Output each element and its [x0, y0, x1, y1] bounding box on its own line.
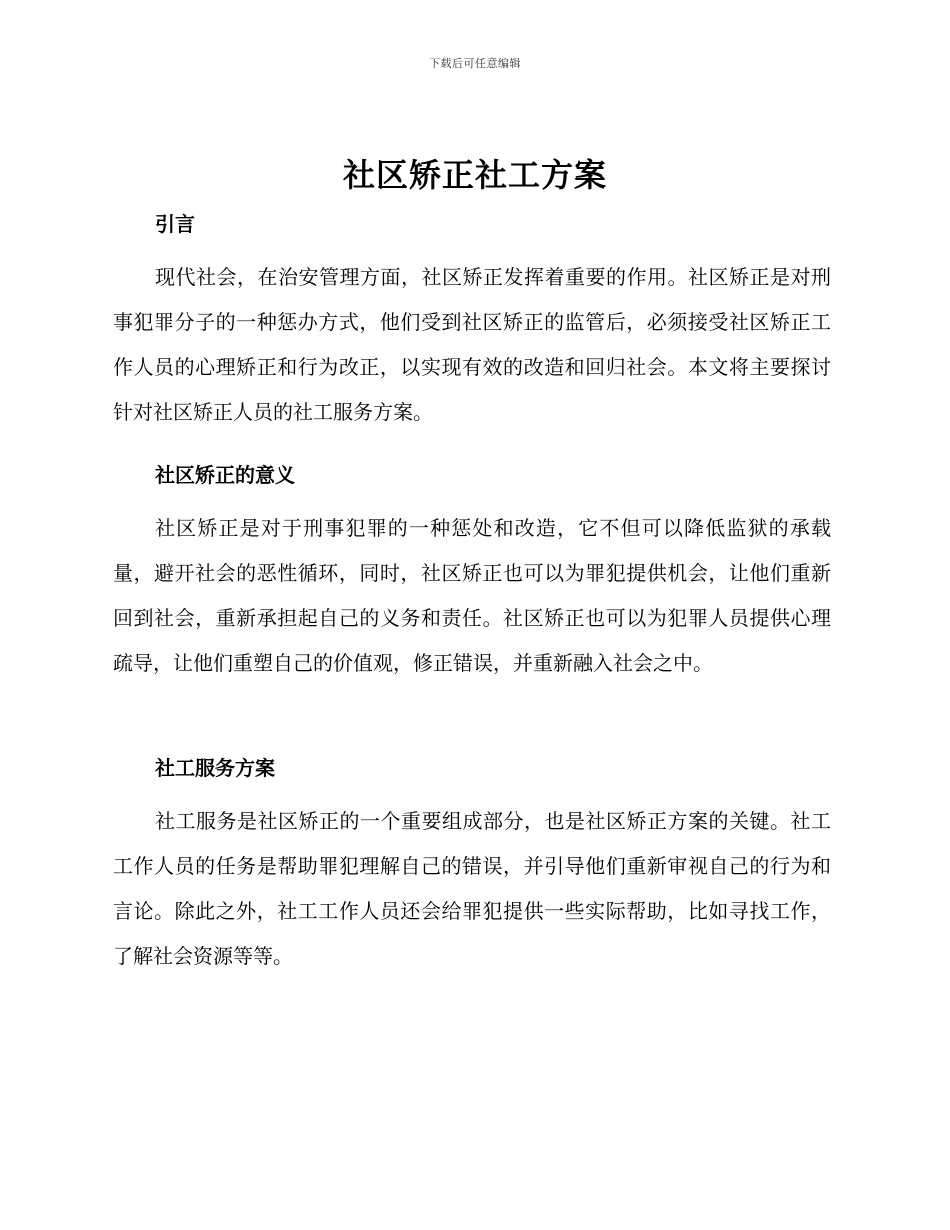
section-paragraph-introduction: 现代社会，在治安管理方面，社区矫正发挥着重要的作用。社区矫正是对刑事犯罪分子的一种惩办方式，他们受到社区矫正的监管后，必须接受社区矫正工作人员的心理矫正和行为改正，以实现有效的改造和回归社会。本文将主要探讨针对社区矫正人员的社工服务方案。 — [113, 265, 831, 424]
section-heading-significance: 社区矫正的意义 — [155, 463, 295, 487]
section-heading-introduction: 引言 — [155, 212, 195, 236]
header-note: 下载后可任意编辑 — [429, 57, 521, 70]
document-title: 社区矫正社工方案 — [342, 156, 607, 194]
section-paragraph-significance: 社区矫正是对于刑事犯罪的一种惩处和改造，它不但可以降低监狱的承载量，避开社会的恶性循环，同时，社区矫正也可以为罪犯提供机会，让他们重新回到社会，重新承担起自己的义务和责任。社区矫正也可以为犯罪人员提供心理疏导，让他们重塑自己的价值观，修正错误，并重新融入社会之中。 — [113, 516, 831, 675]
section-paragraph-social-work-plan: 社工服务是社区矫正的一个重要组成部分，也是社区矫正方案的关键。社工工作人员的任务是帮助罪犯理解自己的错误，并引导他们重新审视自己的行为和言论。除此之外，社工工作人员还会给罪犯提供一些实际帮助，比如寻找工作，了解社会资源等等。 — [113, 809, 831, 968]
section-heading-social-work-plan: 社工服务方案 — [155, 756, 275, 780]
